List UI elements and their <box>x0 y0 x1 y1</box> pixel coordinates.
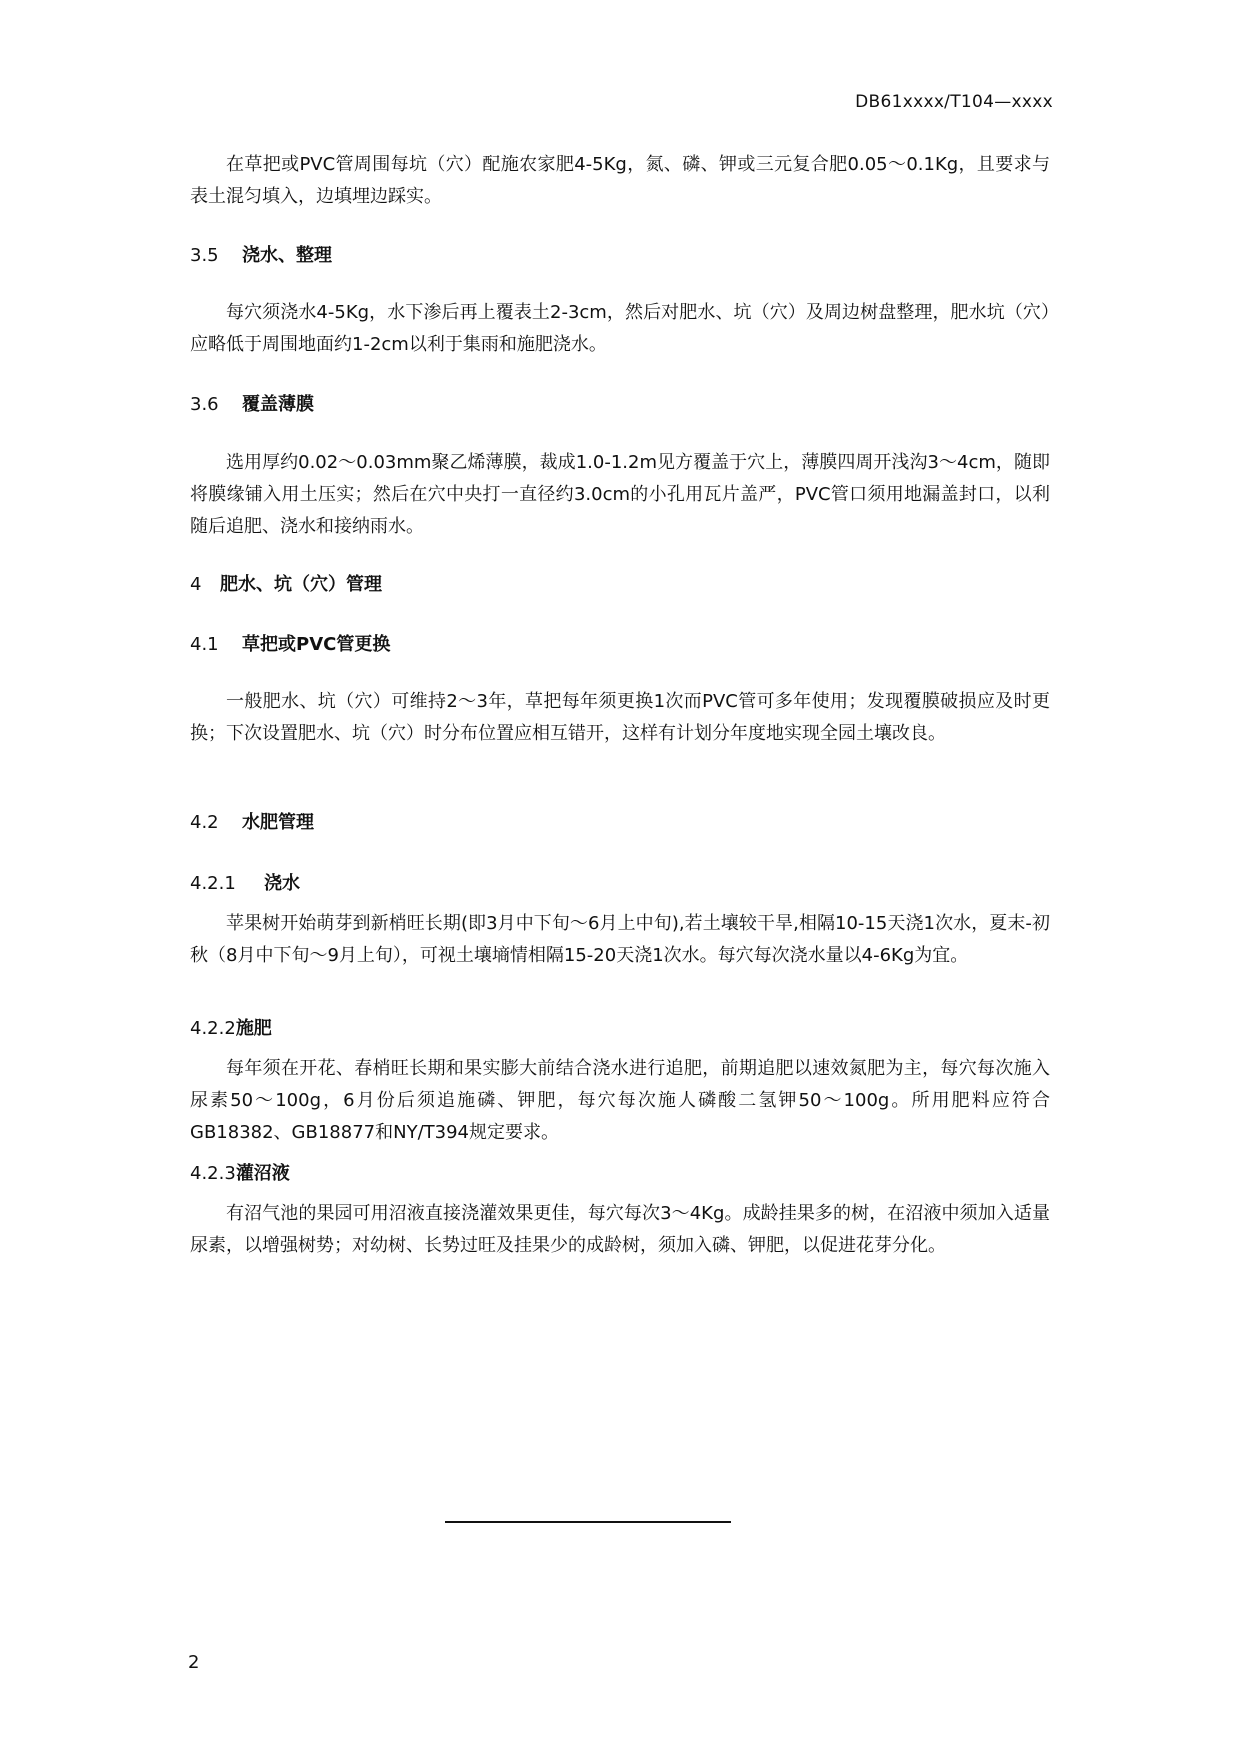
page-number: 2 <box>188 1652 200 1673</box>
section-heading-4-2-3 <box>190 1161 1050 1187</box>
paragraph-4-2-2 <box>190 1053 1050 1149</box>
section-title: 覆盖薄膜 <box>242 394 314 415</box>
paragraph-4-2-3 <box>190 1198 1050 1262</box>
section-number: 4.2.3 <box>190 1163 236 1184</box>
section-number: 4.1 <box>190 634 219 655</box>
end-of-document-rule <box>445 1521 731 1523</box>
paragraph-text: 选用厚约0.02～0.03mm聚乙烯薄膜，裁成1.0-1.2m见方覆盖于穴上，薄膜四周开浅沟3～4cm，随即将膜缘铺入用土压实；然后在穴中央打一直径约3.0cm的小孔用瓦片盖严，PVC管口须用地漏盖封口，以利随后追肥、浇水和接纳雨水。 <box>190 452 1050 537</box>
section-heading-4-1 <box>190 632 1050 658</box>
paragraph-3-5 <box>190 297 1050 361</box>
section-number: 4 <box>190 574 202 595</box>
paragraph-text: 一般肥水、坑（穴）可维持2～3年，草把每年须更换1次而PVC管可多年使用；发现覆膜破损应及时更换；下次设置肥水、坑（穴）时分布位置应相互错开，这样有计划分年度地实现全园土壤改良。 <box>190 691 1050 744</box>
section-number: 4.2.1 <box>190 873 236 894</box>
section-title: 草把或PVC管更换 <box>242 634 391 655</box>
section-number: 4.2 <box>190 812 219 833</box>
paragraph-text: 在草把或PVC管周围每坑（穴）配施农家肥4-5Kg，氮、磷、钾或三元复合肥0.05～0.1Kg，且要求与表土混匀填入，边填埋边踩实。 <box>190 154 1050 207</box>
section-title: 浇水 <box>264 873 300 894</box>
paragraph-text: 有沼气池的果园可用沼液直接浇灌效果更佳，每穴每次3～4Kg。成龄挂果多的树，在沼液中须加入适量尿素，以增强树势；对幼树、长势过旺及挂果少的成龄树，须加入磷、钾肥，以促进花芽分化。 <box>190 1203 1050 1256</box>
section-heading-3-5 <box>190 243 1050 269</box>
section-number: 4.2.2 <box>190 1018 236 1039</box>
document-code: DB61xxxx/T104—xxxx <box>855 92 1053 112</box>
paragraph-3-6 <box>190 447 1050 543</box>
section-title: 施肥 <box>235 1018 272 1039</box>
section-heading-3-6 <box>190 392 1050 418</box>
paragraph-text: 每年须在开花、春梢旺长期和果实膨大前结合浇水进行追肥，前期追肥以速效氮肥为主，每穴每次施入尿素50～100g，6月份后须追施磷、钾肥，每穴每次施人磷酸二氢钾50～100g。所用肥料应符合GB18382、GB18877和NY/T394规定要求。 <box>190 1058 1050 1143</box>
section-title: 灌沼液 <box>235 1163 290 1184</box>
section-title: 水肥管理 <box>242 812 314 833</box>
paragraph-4-1 <box>190 686 1050 750</box>
paragraph-text: 每穴须浇水4-5Kg，水下渗后再上覆表土2-3cm，然后对肥水、坑（穴）及周边树盘整理，肥水坑（穴）应略低于周围地面约1-2cm以利于集雨和施肥浇水。 <box>190 302 1050 355</box>
section-heading-4-2 <box>190 810 1050 836</box>
paragraph-fertilizer-application <box>190 149 1050 213</box>
section-heading-4 <box>190 572 1050 598</box>
section-heading-4-2-1 <box>190 871 1050 897</box>
paragraph-4-2-1 <box>190 908 1050 972</box>
section-heading-4-2-2 <box>190 1016 1050 1042</box>
section-title: 浇水、整理 <box>242 245 332 266</box>
section-number: 3.5 <box>190 245 219 266</box>
paragraph-text: 苹果树开始萌芽到新梢旺长期(即3月中下旬～6月上中旬),若土壤较干旱,相隔10-15天浇1次水，夏末-初秋（8月中下旬～9月上旬），可视土壤墒情相隔15-20天浇1次水。每穴每次浇水量以4-6Kg为宜。 <box>190 913 1050 966</box>
section-title: 肥水、坑（穴）管理 <box>220 574 382 595</box>
section-number: 3.6 <box>190 394 219 415</box>
